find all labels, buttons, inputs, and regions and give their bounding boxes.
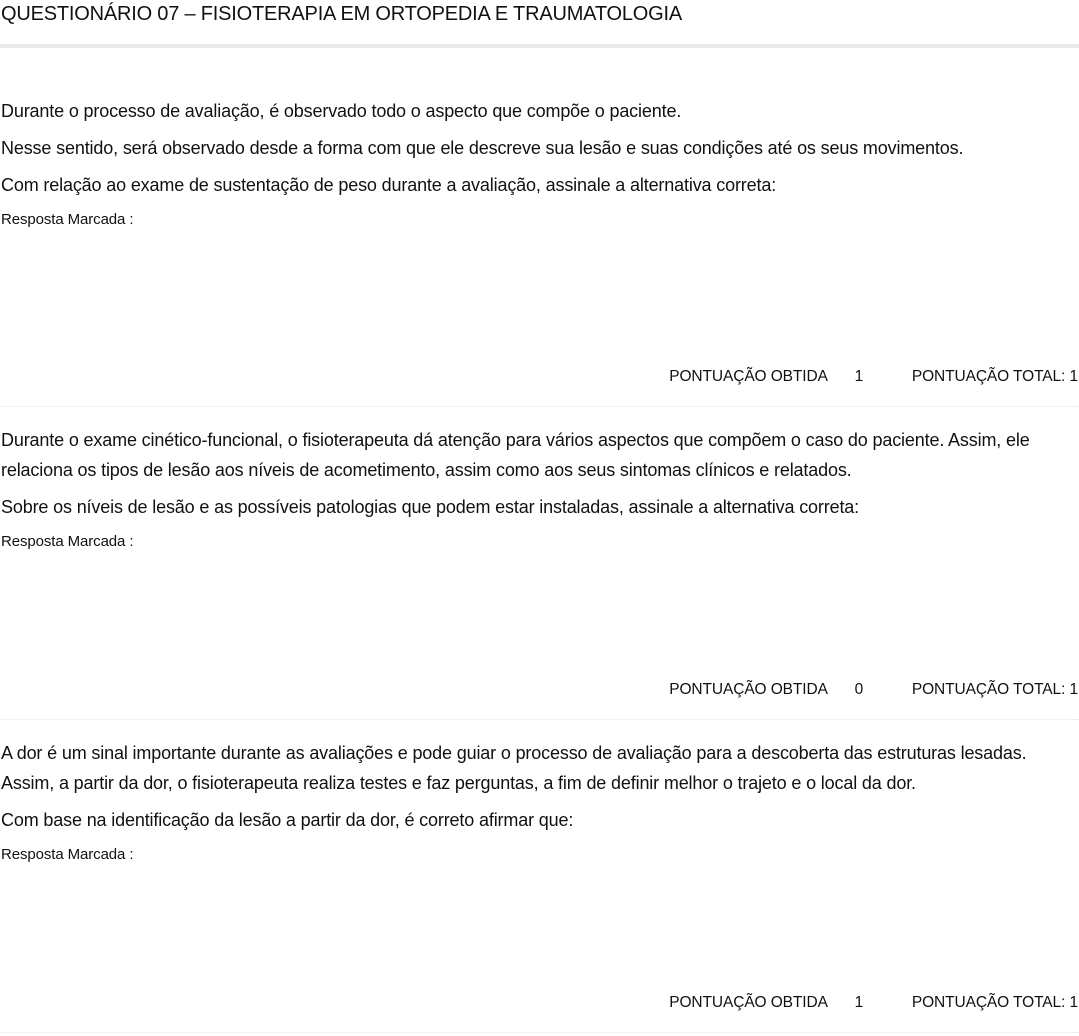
score-obtained-value: 0 <box>854 681 864 698</box>
question-prompt: Com base na identificação da lesão a partir da dor, é correto afirmar que: <box>1 810 574 830</box>
page-title: QUESTIONÁRIO 07 – FISIOTERAPIA EM ORTOPEDIA E TRAUMATOLOGIA <box>1 3 682 25</box>
answer-marked-label: Resposta Marcada : <box>1 533 134 550</box>
score-row <box>669 680 1078 700</box>
score-total-label: PONTUAÇÃO TOTAL: 1 <box>911 681 1078 698</box>
question-prompt: Sobre os níveis de lesão e as possíveis patologias que podem estar instaladas, assinale a alternativa correta: <box>1 497 860 517</box>
question-text: A dor é um sinal importante durante as avaliações e pode guiar o processo de avaliação para a descoberta das estruturas lesadas. Assim, a partir da dor, o fisioterapeuta realiza testes e faz perguntas, a fim de definir melhor o trajeto e o local da dor. <box>1 743 1027 793</box>
score-obtained-value: 1 <box>854 994 864 1011</box>
score-row <box>669 367 1078 387</box>
score-row <box>669 993 1078 1013</box>
score-obtained-label: PONTUAÇÃO OBTIDA <box>669 994 828 1011</box>
question-text: Durante o processo de avaliação, é observado todo o aspecto que compõe o paciente. <box>1 101 682 121</box>
score-obtained-value: 1 <box>854 368 864 385</box>
question-block <box>1 96 1079 230</box>
score-total-label: PONTUAÇÃO TOTAL: 1 <box>911 994 1078 1011</box>
score-total-label: PONTUAÇÃO TOTAL: 1 <box>911 368 1078 385</box>
question-text: Durante o exame cinético-funcional, o fisioterapeuta dá atenção para vários aspectos que compõem o caso do paciente. Assim, ele relaciona os tipos de lesão aos níveis de acometimento, assim como aos seus sintomas clínicos e relatados. <box>1 430 1030 480</box>
score-obtained-label: PONTUAÇÃO OBTIDA <box>669 368 828 385</box>
question-block <box>1 738 1079 865</box>
question-block <box>1 425 1079 552</box>
question-divider <box>0 406 1079 407</box>
question-divider <box>0 1032 1079 1033</box>
answer-marked-label: Resposta Marcada : <box>1 846 134 863</box>
question-prompt: Com relação ao exame de sustentação de peso durante a avaliação, assinale a alternativa correta: <box>1 175 777 195</box>
question-divider <box>0 719 1079 720</box>
question-text: Nesse sentido, será observado desde a forma com que ele descreve sua lesão e suas condições até os seus movimentos. <box>1 138 964 158</box>
score-obtained-label: PONTUAÇÃO OBTIDA <box>669 681 828 698</box>
answer-marked-label: Resposta Marcada : <box>1 211 134 228</box>
title-divider <box>0 44 1079 48</box>
